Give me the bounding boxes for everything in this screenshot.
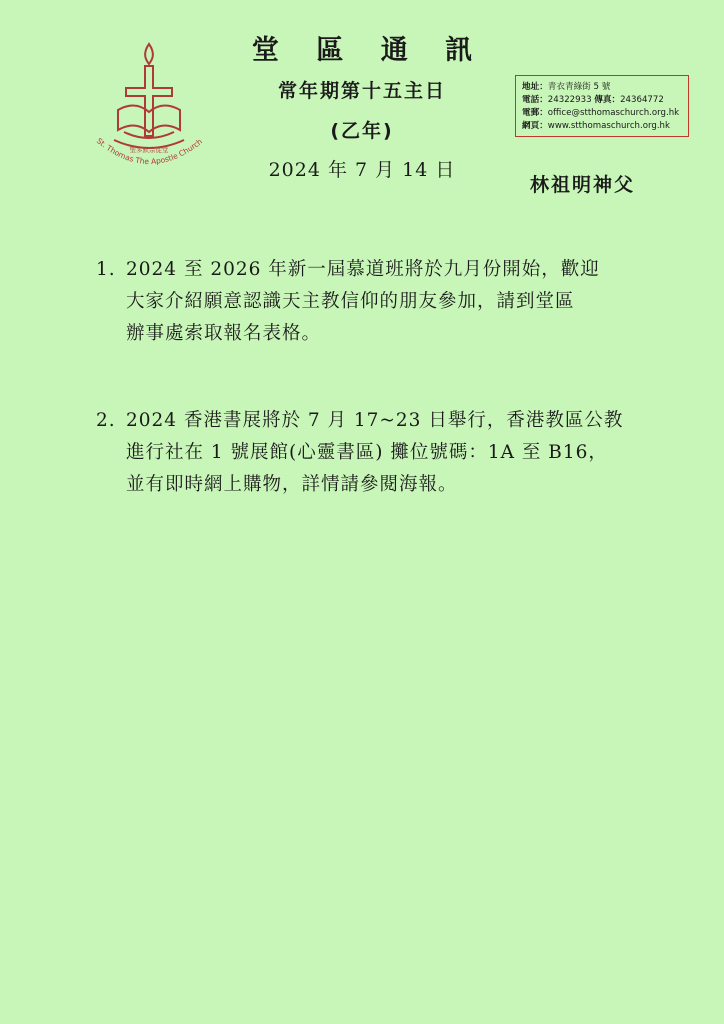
item-number: 1. (96, 259, 116, 280)
page-title: 堂 區 通 訊 (251, 35, 487, 66)
logo-text: St. Thomas The Apostle Church (94, 136, 205, 167)
contact-box (515, 75, 689, 137)
contact-phone: 電話：24322933 傳真：24364772 (522, 95, 664, 105)
item-line: 2024 香港書展將於 7 月 17~23 日舉行，香港教區公教 (126, 410, 624, 431)
item-line: 並有即時網上購物，詳情請參閱海報。 (126, 474, 458, 495)
contact-website: 網頁：www.stthomaschurch.org.hk (522, 121, 670, 131)
contact-email: 電郵：office@stthomaschurch.org.hk (522, 108, 680, 118)
item-line: 2024 至 2026 年新一屆慕道班將於九月份開始，歡迎 (126, 259, 600, 280)
announcement-item (96, 405, 656, 501)
logo-chinese: 聖多默宗徒堂 (129, 146, 169, 154)
item-line: 辦事處索取報名表格。 (126, 323, 322, 344)
year-cycle: (乙年) (330, 120, 394, 142)
item-line: 進行社在 1 號展館(心靈書區) 攤位號碼：1A 至 B16， (126, 442, 608, 463)
item-number: 2. (96, 410, 116, 431)
bulletin-date: 2024 年 7 月 14 日 (268, 159, 456, 181)
liturgical-sunday: 常年期第十五主日 (277, 80, 446, 102)
announcement-item (96, 254, 656, 350)
contact-address: 地址：青衣青綠街 5 號 (522, 82, 611, 92)
item-line: 大家介紹願意認識天主教信仰的朋友參加，請到堂區 (126, 291, 575, 312)
priest-name: 林祖明神父 (530, 174, 636, 196)
